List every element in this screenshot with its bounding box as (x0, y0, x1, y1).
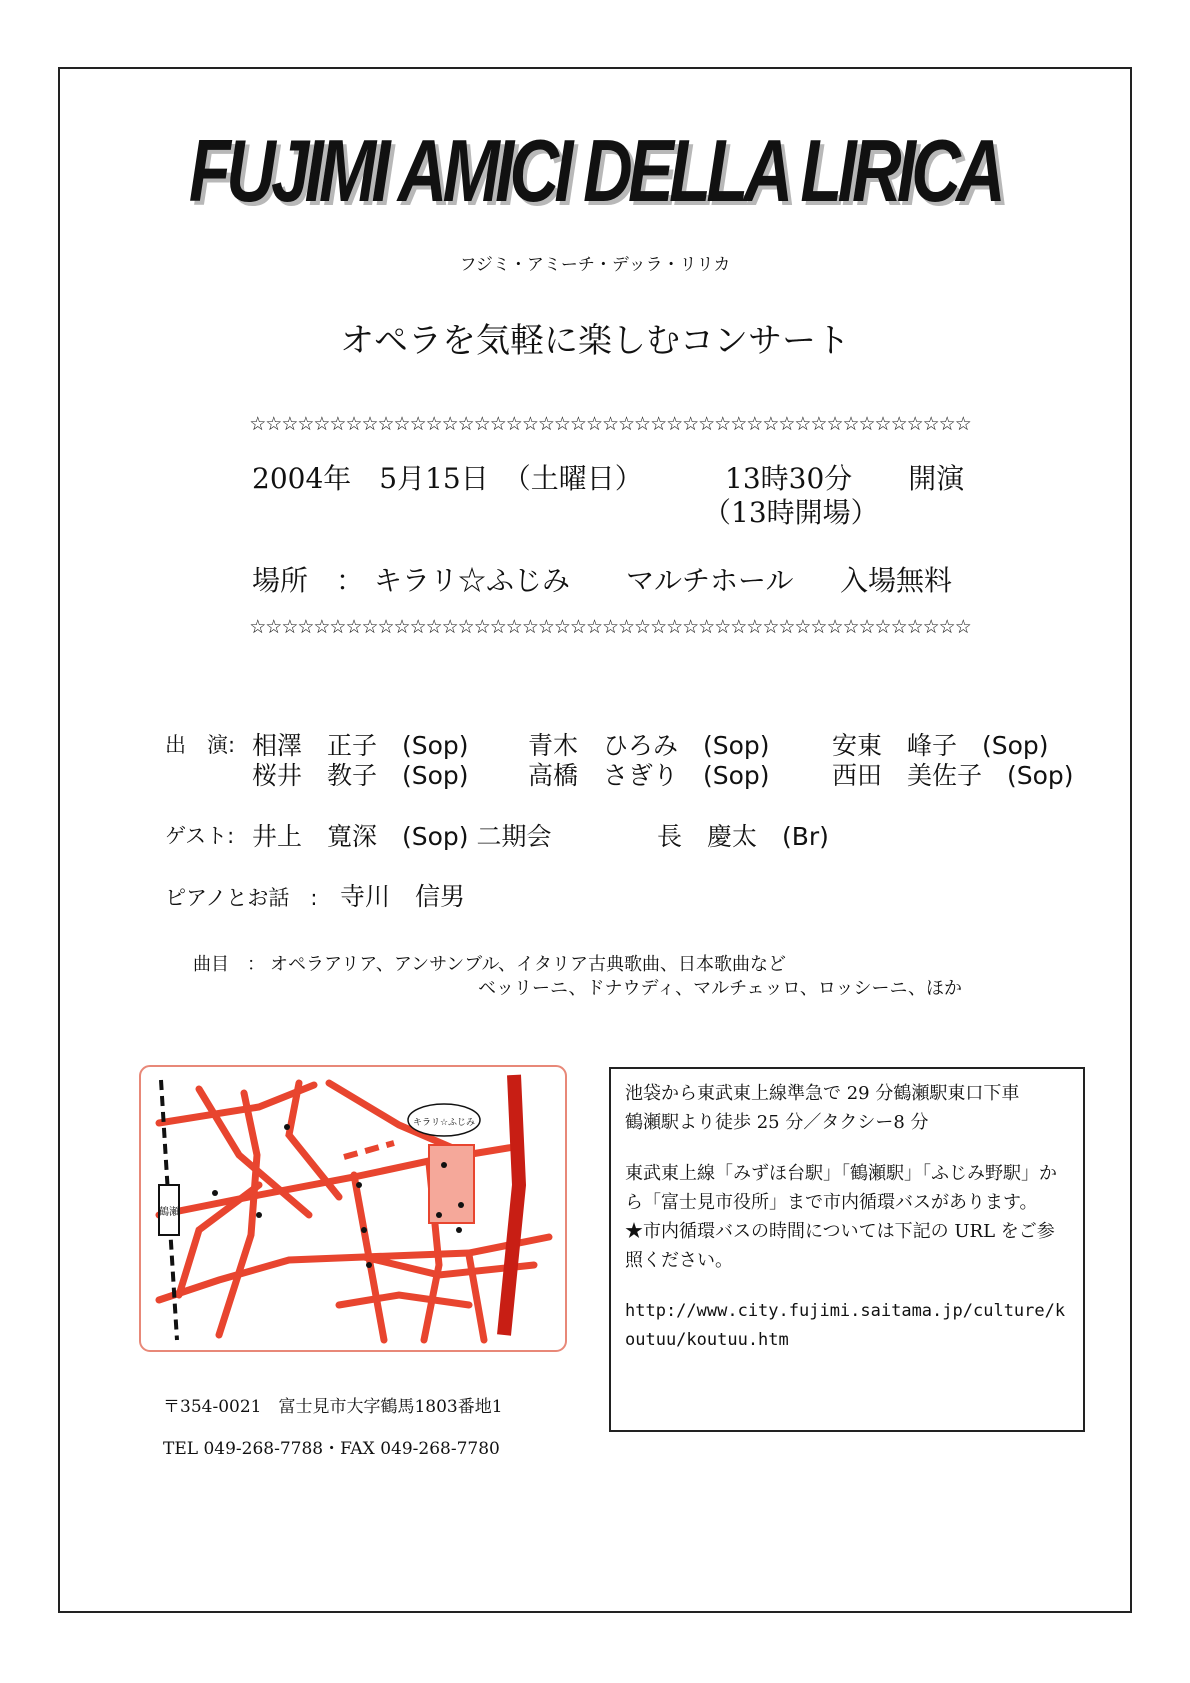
piano-label: ピアノとお話 : (165, 886, 318, 910)
performer: 安東 峰子 (Sop) (832, 731, 1049, 760)
admission: 入場無料 (840, 564, 953, 597)
page-title: FUJIMI AMICI DELLA LIRICA (188, 121, 1002, 220)
address: 〒354-0021 富士見市大字鶴馬1803番地1 (163, 1397, 503, 1417)
access-train: 池袋から東武東上線準急で 29 分鶴瀬駅東口下車 (625, 1083, 1020, 1104)
program-label: 曲目 ： (193, 954, 265, 975)
map-venue-balloon: キラリ☆ふじみ (412, 1118, 476, 1128)
page-subtitle: オペラを気軽に楽しむコンサート (340, 321, 850, 361)
tel-fax: TEL 049-268-7788・FAX 049-268-7780 (163, 1439, 500, 1459)
pianist-name: 寺川 信男 (340, 882, 466, 911)
star-divider-bottom: ☆☆☆☆☆☆☆☆☆☆☆☆☆☆☆☆☆☆☆☆☆☆☆☆☆☆☆☆☆☆☆☆☆☆☆☆☆☆☆☆☆☆☆☆☆ (249, 616, 971, 638)
guests-label: ゲスト: (165, 824, 235, 848)
performer: 青木 ひろみ (Sop) (528, 731, 770, 760)
performer: 西田 美佐子 (Sop) (832, 761, 1074, 790)
venue-name: キラリ☆ふじみ マルチホール (374, 564, 794, 597)
program-line: オペラアリア、アンサンブル、イタリア古典歌曲、日本歌曲など (270, 954, 787, 975)
event-time: 13時30分 開演 (725, 462, 965, 495)
star-divider-top: ☆☆☆☆☆☆☆☆☆☆☆☆☆☆☆☆☆☆☆☆☆☆☆☆☆☆☆☆☆☆☆☆☆☆☆☆☆☆☆☆☆☆☆☆☆ (249, 413, 971, 435)
guest: 井上 寛深 (Sop) 二期会 (252, 822, 552, 851)
event-date: 2004年 5月15日 （土曜日） (252, 462, 643, 495)
access-info-box (609, 1067, 1085, 1432)
performer: 高橋 さぎり (Sop) (528, 761, 770, 790)
performer: 相澤 正子 (Sop) (252, 731, 469, 760)
guest: 長 慶太 (Br) (657, 822, 829, 851)
venue-label: 場所 ： (252, 564, 365, 597)
title-kana: フジミ・アミーチ・デッラ・リリカ (459, 255, 731, 275)
program-line: ベッリーニ、ドナウディ、マルチェッロ、ロッシーニ、ほか (478, 978, 963, 999)
event-doors: （13時開場） (703, 496, 879, 529)
access-walk: 鶴瀬駅より徒歩 25 分／タクシー8 分 (625, 1112, 929, 1133)
map-station-label: 鶴瀬 (159, 1207, 179, 1218)
access-bus: 東武東上線「みずほ台駅」「鶴瀬駅」「ふじみ野駅」から「富士見市役所」まで市内循環バスがあります。 (625, 1163, 1057, 1213)
performers-label: 出 演: (165, 733, 236, 757)
access-bus-note: ★市内循環バスの時間については下記の URL をご参照ください。 (625, 1221, 1055, 1271)
access-url[interactable]: http://www.city.fujimi.saitama.jp/culture/koutuu/koutuu.htm (625, 1301, 1066, 1350)
venue-map (139, 1065, 567, 1352)
performer: 桜井 教子 (Sop) (252, 761, 469, 790)
